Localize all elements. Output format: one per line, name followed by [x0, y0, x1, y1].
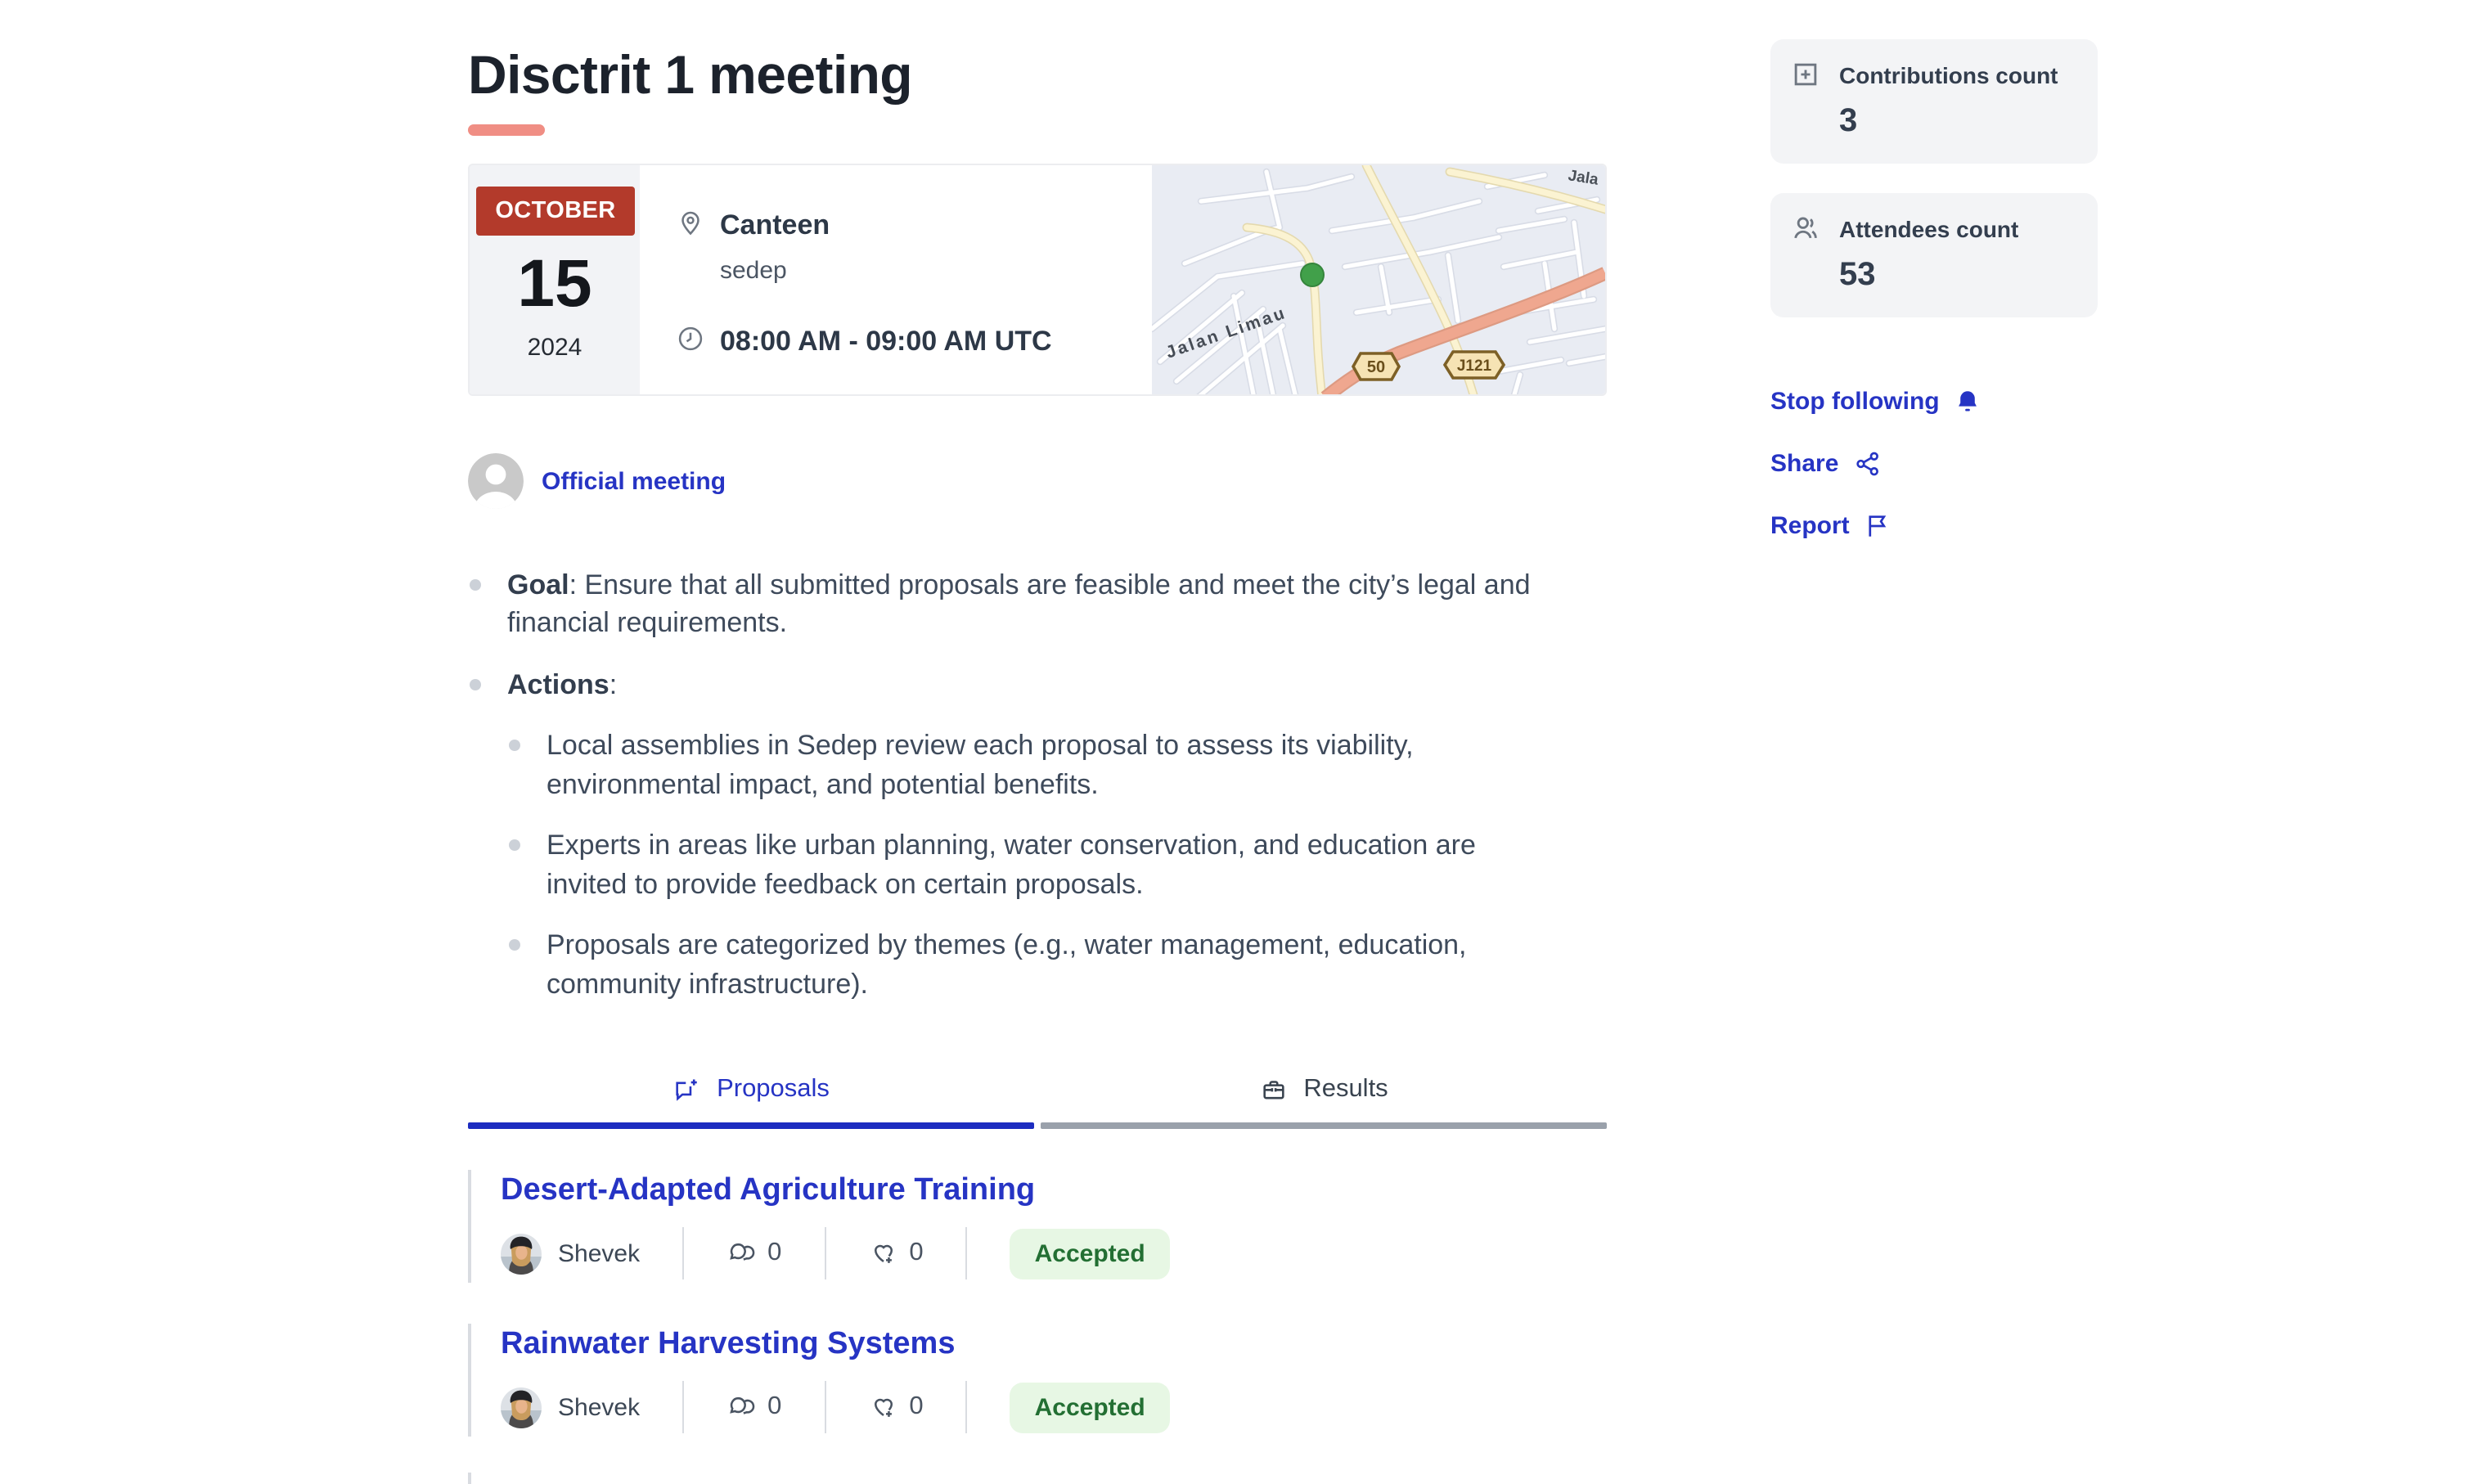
- meeting-author[interactable]: [468, 453, 1607, 509]
- svg-text:50: 50: [1366, 358, 1386, 377]
- description-item-actions: [468, 666, 1561, 1003]
- meeting-description: [468, 566, 1561, 1003]
- map-street-label: Jalan Limau: [1163, 303, 1289, 362]
- clock-icon: [676, 325, 705, 354]
- page-title: Disctrit 1 meeting: [468, 44, 913, 105]
- meeting-time: 08:00 AM - 09:00 AM UTC: [720, 326, 1052, 358]
- attendees-count-label: Attendees count: [1839, 215, 2019, 241]
- date-month-banner: OCTOBER: [476, 187, 635, 236]
- map-location-marker[interactable]: [1301, 263, 1324, 286]
- comments-count: 0: [767, 1239, 782, 1267]
- contributions-count-value: 3: [1839, 103, 1858, 139]
- contributions-count-card: [1770, 39, 2098, 164]
- comments-icon: [726, 1239, 756, 1268]
- sidebar: [1770, 0, 2098, 540]
- meta-divider: [824, 1227, 825, 1279]
- stop-following-button[interactable]: [1770, 388, 2098, 416]
- map-road-badge-j121: [1445, 352, 1504, 378]
- meta-divider: [682, 1381, 684, 1433]
- meeting-details: [640, 165, 1152, 394]
- title-underline-decoration: [468, 124, 545, 136]
- actions-label: Actions: [507, 668, 610, 700]
- bell-icon: [1954, 388, 1982, 416]
- tab-proposals[interactable]: [468, 1075, 1034, 1129]
- attendees-count-card: [1770, 193, 2098, 317]
- content-tabs: [468, 1075, 1607, 1129]
- proposal-endorsements: [868, 1239, 923, 1268]
- proposal-meta: [501, 1227, 1607, 1279]
- date-block: [470, 165, 640, 394]
- meta-divider: [682, 1227, 684, 1279]
- meta-divider: [966, 1227, 968, 1279]
- action-item: Proposals are categorized by themes (e.g., water management, education, community infrastructure).: [507, 926, 1561, 1003]
- tab-results-indicator: [1041, 1122, 1607, 1129]
- comments-icon: [726, 1392, 756, 1422]
- official-meeting-label: Official meeting: [542, 467, 726, 495]
- comments-count: 0: [767, 1392, 782, 1421]
- attendees-icon: [1790, 213, 1821, 244]
- contributions-count-label: Contributions count: [1839, 61, 2058, 88]
- meta-divider: [966, 1381, 968, 1433]
- description-item-goal: [468, 566, 1561, 643]
- proposal-author[interactable]: [501, 1387, 640, 1428]
- sidebar-actions: [1770, 388, 2098, 540]
- meta-divider: [824, 1381, 825, 1433]
- proposal-comments: [726, 1239, 781, 1268]
- proposal-title-link[interactable]: Desert-Adapted Agriculture Training: [501, 1173, 1036, 1208]
- proposal-title-link[interactable]: Rainwater Harvesting Systems: [501, 1327, 956, 1362]
- report-label: Report: [1770, 512, 1850, 540]
- proposal-card-partial: [468, 1473, 1607, 1484]
- map-edge-label: Jala: [1567, 167, 1600, 189]
- heart-plus-icon: [868, 1392, 897, 1422]
- author-photo-avatar: [501, 1387, 542, 1428]
- share-button[interactable]: [1770, 450, 2098, 478]
- main-content: [468, 0, 1607, 1484]
- heart-plus-icon: [868, 1239, 897, 1268]
- endorsements-count: 0: [909, 1239, 924, 1267]
- goal-label: Goal: [507, 569, 569, 600]
- plus-square-icon: [1790, 59, 1821, 90]
- map[interactable]: [1152, 165, 1605, 394]
- avatar-placeholder: [468, 453, 524, 509]
- location-pin-icon: [676, 208, 705, 237]
- tab-proposals-label: Proposals: [717, 1075, 830, 1104]
- status-badge: Accepted: [1010, 1382, 1170, 1432]
- date-day: 15: [517, 245, 592, 321]
- meeting-location: Canteen: [720, 209, 830, 241]
- proposal-card: [468, 1324, 1607, 1437]
- proposal-endorsements: [868, 1392, 923, 1422]
- svg-text:J121: J121: [1456, 358, 1492, 375]
- share-label: Share: [1770, 450, 1839, 478]
- action-item: Experts in areas like urban planning, water conservation, and education are invited to provide feedback on certain proposals.: [507, 827, 1561, 904]
- proposal-author-name: Shevek: [558, 1393, 641, 1422]
- action-item: Local assemblies in Sedep review each proposal to assess its viability, environmental impact, and potential benefits.: [507, 727, 1561, 804]
- proposal-meta: [501, 1381, 1607, 1433]
- proposal-comments: [726, 1392, 781, 1422]
- status-badge: Accepted: [1010, 1228, 1170, 1279]
- briefcase-icon: [1259, 1076, 1287, 1104]
- proposal-author-name: Shevek: [558, 1239, 641, 1268]
- goal-text: : Ensure that all submitted proposals are feasible and meet the city’s legal and financial requirements.: [507, 569, 1531, 639]
- meeting-info-card: [468, 164, 1607, 396]
- actions-colon: :: [609, 668, 618, 700]
- stop-following-label: Stop following: [1770, 388, 1940, 416]
- share-nodes-icon: [1853, 450, 1881, 478]
- proposal-card: [468, 1170, 1607, 1283]
- map-road-badge-50: [1353, 353, 1399, 380]
- meeting-address: sedep: [720, 257, 787, 286]
- report-button[interactable]: [1770, 512, 2098, 540]
- tab-proposals-indicator: [468, 1122, 1034, 1129]
- tab-results[interactable]: [1041, 1075, 1607, 1129]
- date-year: 2024: [527, 334, 583, 362]
- author-photo-avatar: [501, 1233, 542, 1274]
- endorsements-count: 0: [909, 1392, 924, 1421]
- proposal-author[interactable]: [501, 1233, 640, 1274]
- proposal-plus-icon: [672, 1076, 700, 1104]
- flag-icon: [1864, 512, 1892, 540]
- attendees-count-value: 53: [1839, 257, 1876, 293]
- actions-sublist: [507, 727, 1561, 1003]
- tab-results-label: Results: [1303, 1075, 1388, 1104]
